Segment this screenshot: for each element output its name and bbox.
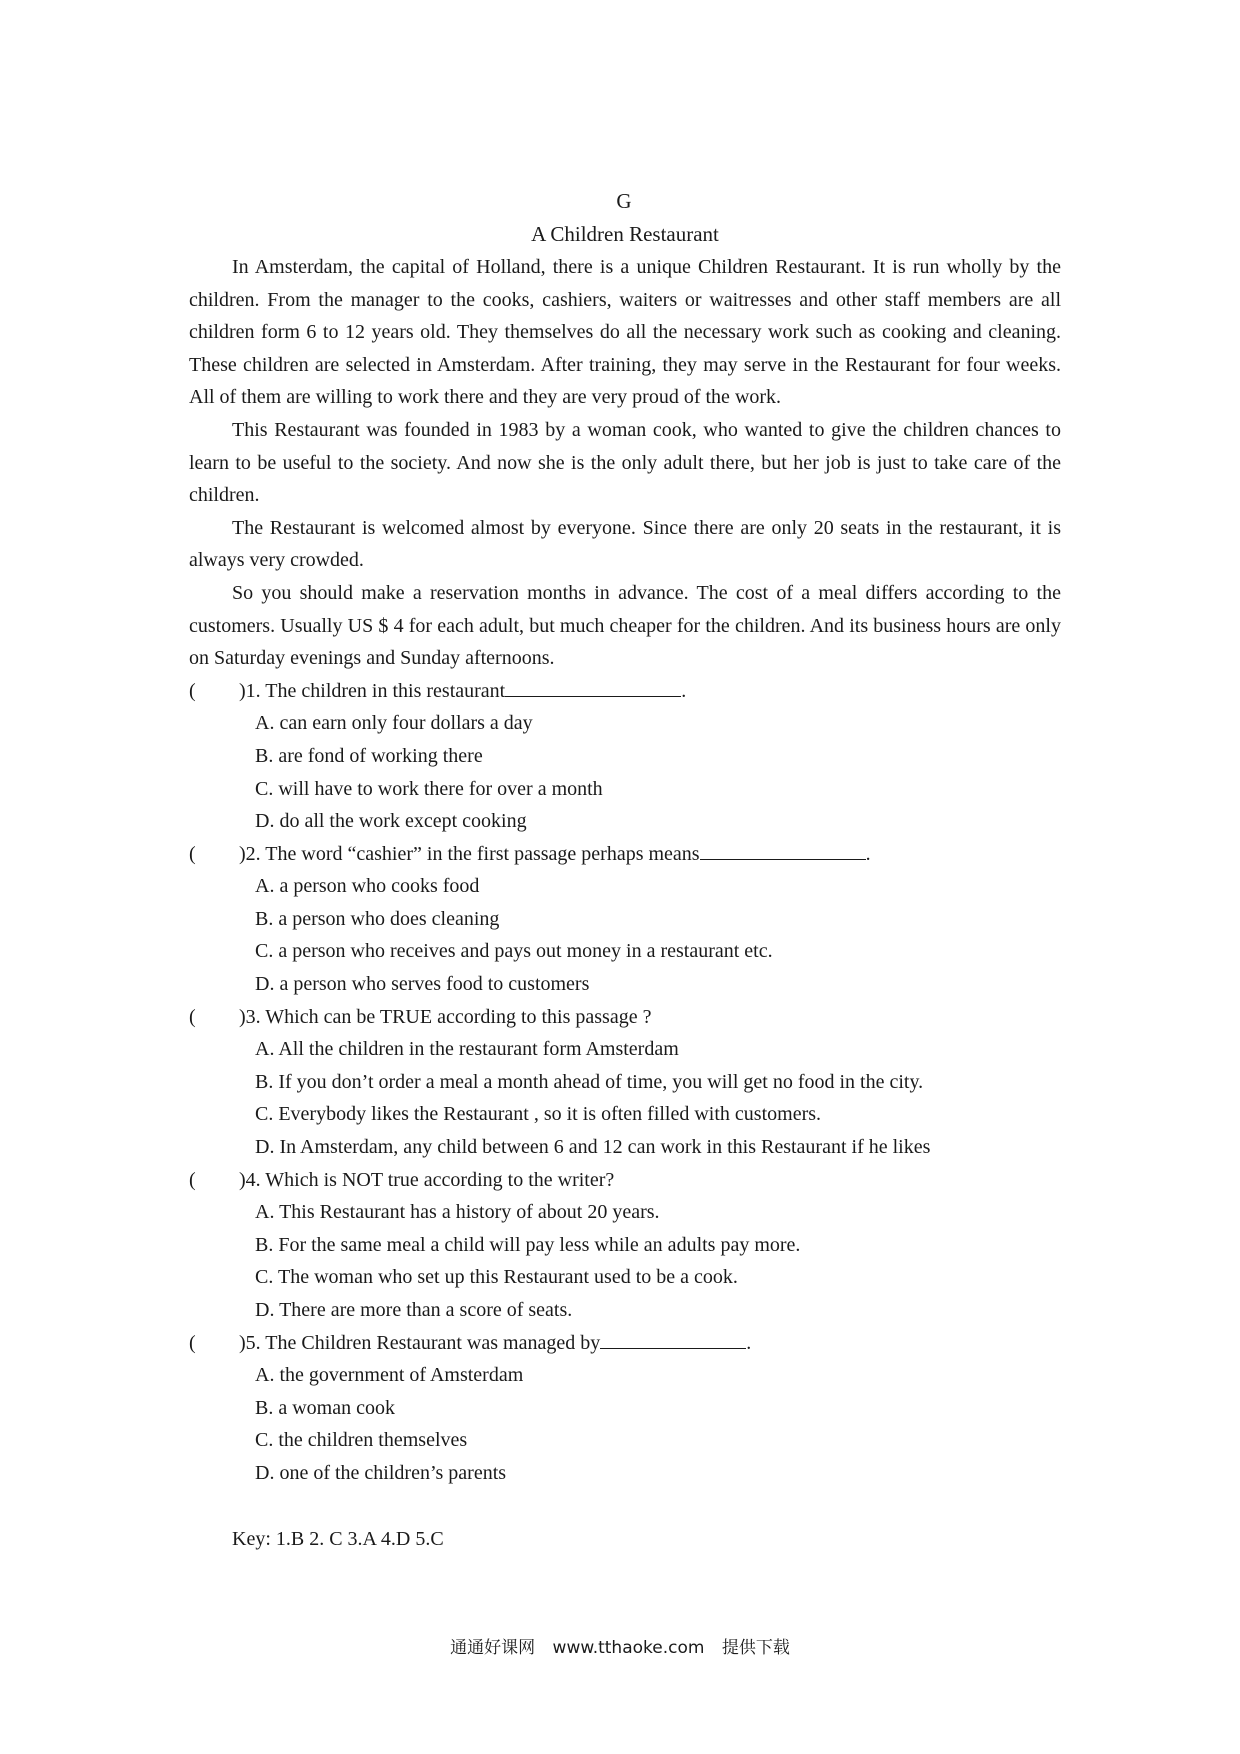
question-text: )4. Which is NOT true according to the writer? [239, 1168, 615, 1191]
answer-paren: ( [189, 1168, 196, 1191]
question-text: )2. The word “cashier” in the first passage perhaps means [239, 842, 700, 865]
option-a: A. the government of Amsterdam [255, 1364, 524, 1387]
option-d: D. do all the work except cooking [255, 810, 527, 833]
option-a: A. This Restaurant has a history of about 20 years. [255, 1201, 660, 1224]
question-stem [239, 1001, 651, 1034]
question-text: )1. The children in this restaurant [239, 679, 506, 702]
options-3 [189, 1033, 1061, 1163]
answer-paren: ( [189, 1005, 196, 1028]
option-a: A. a person who cooks food [255, 875, 480, 898]
option-a: A. can earn only four dollars a day [255, 712, 533, 735]
question-stem [239, 1164, 614, 1197]
option-c: C. will have to work there for over a month [255, 777, 603, 800]
options-5 [189, 1359, 1061, 1489]
answer-paren: ( [189, 679, 196, 702]
section-letter: G [616, 189, 632, 213]
question-end: . [681, 679, 687, 702]
option-d: D. a person who serves food to customers [255, 973, 590, 996]
answer-key: Key: 1.B 2. C 3.A 4.D 5.C [232, 1527, 444, 1550]
answer-blank [505, 676, 681, 697]
option-d: D. In Amsterdam, any child between 6 and 12 can work in this Restaurant if he likes [255, 1136, 931, 1159]
passage-paragraph-3: The Restaurant is welcomed almost by everyone. Since there are only 20 seats in the restaurant, it is always very crowded. [189, 516, 1061, 572]
footer-site-name: 通通好课网 [450, 1638, 536, 1658]
question-5 [189, 1327, 1061, 1360]
option-b: B. a person who does cleaning [255, 907, 500, 930]
answer-paren: ( [189, 1331, 196, 1354]
passage-paragraph-1: In Amsterdam, the capital of Holland, there is a unique Children Restaurant. It is run wholly by the children. From the manager to the cooks, cashiers, waiters or waitresses and other staff members are all children form 6 to 12 years old. They themselves do all the necessary work such as cooking and cleaning. These children are selected in Amsterdam. After training, they may serve in the Restaurant for four weeks. All of them are willing to work there and they are very proud of the work. [189, 256, 1061, 409]
option-b: B. are fond of working there [255, 744, 483, 767]
option-c: C. The woman who set up this Restaurant used to be a cook. [255, 1266, 738, 1289]
passage-paragraph-2: This Restaurant was founded in 1983 by a woman cook, who wanted to give the children chances to learn to be useful to the society. And now she is the only adult there, but her job is just to take care of the children. [189, 418, 1061, 507]
options-1 [189, 707, 1061, 837]
question-4 [189, 1164, 1061, 1197]
option-c: C. the children themselves [255, 1429, 468, 1452]
passage-paragraph-4: So you should make a reservation months in advance. The cost of a meal differs according to the customers. Usually US $ 4 for each adult, but much cheaper for the children. And its business hours are only on Saturday evenings and Sunday afternoons. [189, 581, 1061, 670]
question-3 [189, 1001, 1061, 1034]
question-2 [189, 838, 1061, 871]
page-footer [0, 1636, 1240, 1660]
question-stem [239, 675, 686, 708]
option-b: B. If you don’t order a meal a month ahead of time, you will get no food in the city. [255, 1070, 924, 1093]
question-end: . [746, 1331, 752, 1354]
question-stem [239, 1327, 751, 1360]
answer-blank [600, 1328, 746, 1349]
option-d: D. There are more than a score of seats. [255, 1299, 573, 1321]
options-4 [189, 1196, 1061, 1326]
footer-suffix: 提供下载 [721, 1638, 790, 1658]
footer-url: www.tthaoke.com [552, 1638, 705, 1658]
option-c: C. a person who receives and pays out money in a restaurant etc. [255, 940, 773, 963]
options-2 [189, 870, 1061, 1000]
question-text: )3. Which can be TRUE according to this passage ? [239, 1005, 652, 1028]
question-stem [239, 838, 871, 871]
question-1 [189, 675, 1061, 708]
answer-paren: ( [189, 842, 196, 865]
option-a: A. All the children in the restaurant form Amsterdam [255, 1038, 679, 1061]
question-text: )5. The Children Restaurant was managed by [239, 1331, 601, 1354]
passage-title: A Children Restaurant [531, 222, 719, 246]
option-b: B. a woman cook [255, 1396, 395, 1419]
option-c: C. Everybody likes the Restaurant , so it is often filled with customers. [255, 1103, 822, 1126]
answer-blank [700, 839, 866, 860]
option-d: D. one of the children’s parents [255, 1461, 507, 1484]
question-end: . [865, 842, 871, 865]
document-page [189, 186, 1061, 1555]
option-b: B. For the same meal a child will pay less while an adults pay more. [255, 1233, 801, 1256]
